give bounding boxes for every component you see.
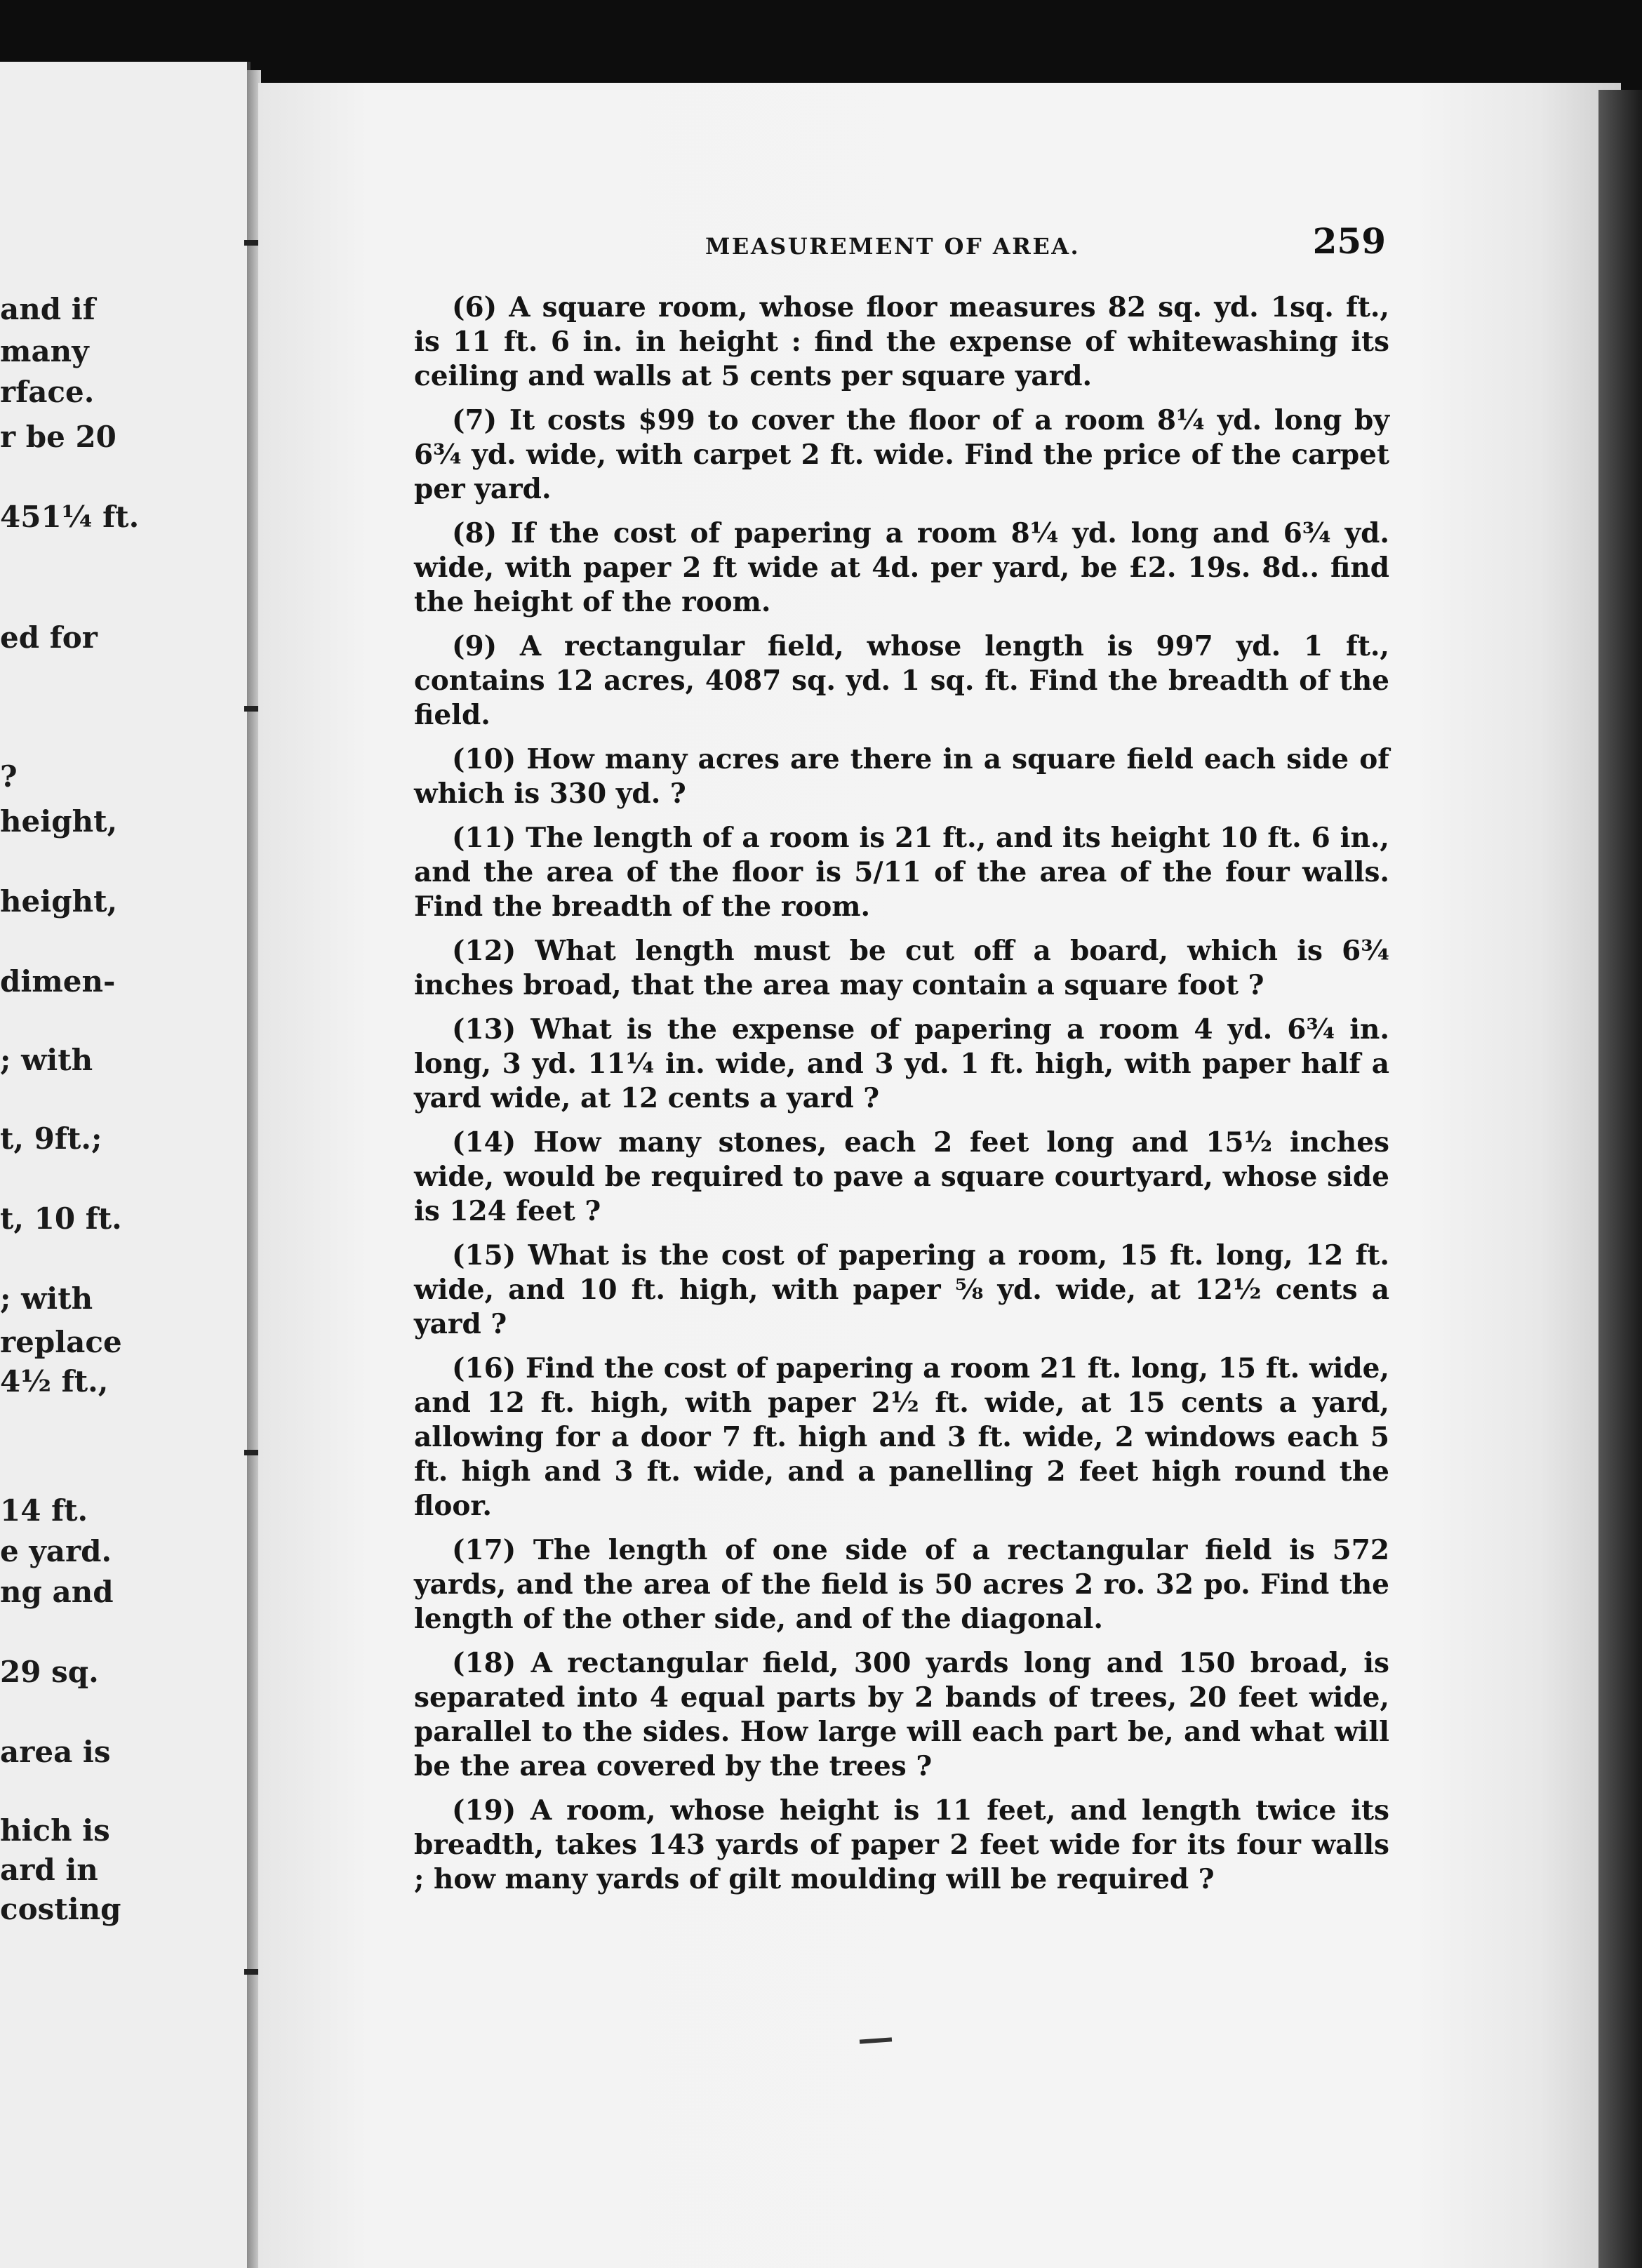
- problem-9: (9) A rectangular field, whose length is 997 yd. 1 ft., contains 12 acres, 4087 sq. yd. 1 sq. ft. Find the breadth of the field.: [414, 630, 1389, 731]
- left-fragment: ed for: [0, 620, 98, 655]
- left-fragment: costing: [0, 1892, 121, 1926]
- left-fragment: t, 10 ft.: [0, 1201, 122, 1236]
- left-fragment: many: [0, 334, 89, 368]
- problem-list: [414, 291, 1389, 1907]
- problem-7: (7) It costs $99 to cover the floor of a room 8¼ yd. long by 6¾ yd. wide, with carpet 2 ft. wide. Find the price of the carpet per yard.: [414, 404, 1389, 505]
- page-edge-shadow: [1598, 90, 1642, 2268]
- left-fragment: ; with: [0, 1043, 93, 1077]
- page-header: [705, 220, 1386, 262]
- problem-15: (15) What is the cost of papering a room, 15 ft. long, 12 ft. wide, and 10 ft. high, with paper ⅝ yd. wide, at 12½ cents a yard ?: [414, 1239, 1389, 1340]
- left-fragment: 4½ ft.,: [0, 1364, 109, 1399]
- left-fragment: 29 sq.: [0, 1655, 99, 1689]
- left-fragment: height,: [0, 804, 118, 839]
- problem-18: (18) A rectangular field, 300 yards long and 150 broad, is separated into 4 equal parts by 2 bands of trees, 20 feet wide, parallel to the sides. How large will each part be, and what will be the area covered by the trees ?: [414, 1647, 1389, 1782]
- left-fragment: r be 20: [0, 420, 116, 454]
- problem-12: (12) What length must be cut off a board, which is 6¾ inches broad, that the area may contain a square foot ?: [414, 935, 1389, 1001]
- problem-10: (10) How many acres are there in a square field each side of which is 330 yd. ?: [414, 743, 1389, 810]
- problem-16: (16) Find the cost of papering a room 21 ft. long, 15 ft. wide, and 12 ft. high, with paper 2½ ft. wide, at 15 cents a yard, allowing for a door 7 ft. high and 3 ft. wide, 2 windows each 5 ft. high and 3 ft. wide, and a panelling 2 feet high round the floor.: [414, 1352, 1389, 1522]
- left-fragment: 14 ft.: [0, 1493, 88, 1528]
- left-fragment: t, 9ft.;: [0, 1121, 102, 1156]
- left-fragment: ard in: [0, 1853, 98, 1887]
- left-fragment: rface.: [0, 375, 95, 409]
- problem-6: (6) A square room, whose floor measures 82 sq. yd. 1sq. ft., is 11 ft. 6 in. in height : find the expense of whitewashing its ceiling and walls at 5 cents per square yard.: [414, 291, 1389, 392]
- problem-14: (14) How many stones, each 2 feet long and 15½ inches wide, would be required to pave a square courtyard, whose side is 124 feet ?: [414, 1126, 1389, 1227]
- left-fragment: area is: [0, 1735, 111, 1769]
- running-head: MEASUREMENT OF AREA.: [705, 233, 1081, 260]
- left-fragment: 451¼ ft.: [0, 500, 140, 534]
- problem-19: (19) A room, whose height is 11 feet, and length twice its breadth, takes 143 yards of paper 2 feet wide for its four walls ; how many yards of gilt moulding will be required ?: [414, 1794, 1389, 1895]
- left-fragment: ; with: [0, 1281, 93, 1316]
- left-fragment: height,: [0, 884, 118, 919]
- left-fragment: dimen-: [0, 964, 116, 999]
- problem-17: (17) The length of one side of a rectangular field is 572 yards, and the area of the field is 50 acres 2 ro. 32 po. Find the length of the other side, and of the diagonal.: [414, 1534, 1389, 1635]
- page-number: 259: [1312, 220, 1386, 262]
- problem-11: (11) The length of a room is 21 ft., and its height 10 ft. 6 in., and the area of the floor is 5/11 of the area of the four walls. Find the breadth of the room.: [414, 822, 1389, 923]
- left-fragment: hich is: [0, 1813, 110, 1848]
- left-facing-page: [0, 62, 251, 2268]
- left-fragment: ng and: [0, 1575, 114, 1609]
- left-fragment: e yard.: [0, 1534, 112, 1568]
- problem-8: (8) If the cost of papering a room 8¼ yd. long and 6¾ yd. wide, with paper 2 ft wide at 4d. per yard, be £2. 19s. 8d.. find the height of the room.: [414, 517, 1389, 618]
- left-fragment: and if: [0, 292, 95, 326]
- left-fragment: replace: [0, 1325, 122, 1359]
- left-fragment: ?: [0, 759, 18, 794]
- problem-13: (13) What is the expense of papering a room 4 yd. 6¾ in. long, 3 yd. 11¼ in. wide, and 3 yd. 1 ft. high, with paper half a yard wide, at 12 cents a yard ?: [414, 1013, 1389, 1114]
